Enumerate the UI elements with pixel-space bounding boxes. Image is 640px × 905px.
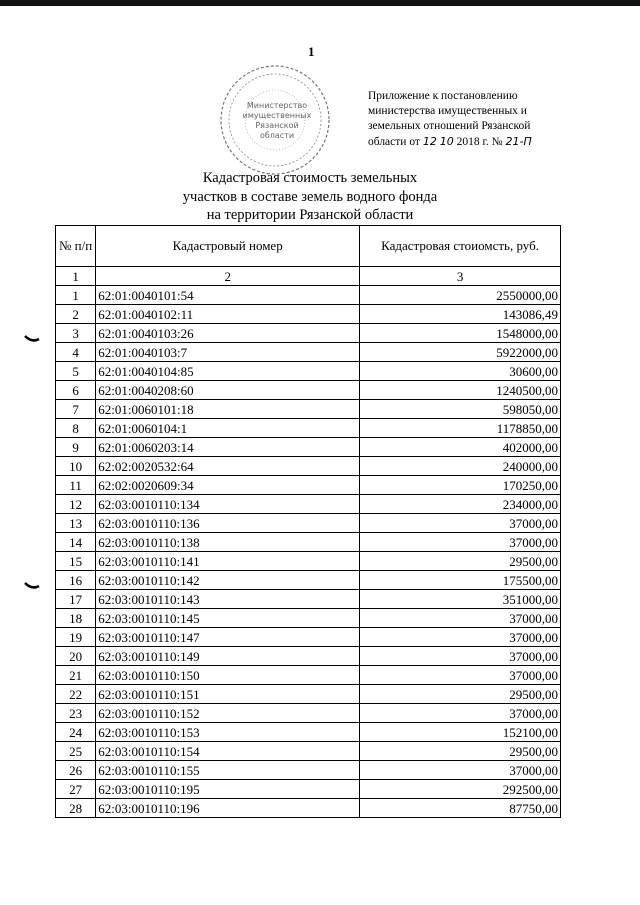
table-row	[56, 609, 561, 628]
row-index: 23	[56, 704, 96, 723]
row-cadastral-value: 30600,00	[360, 362, 561, 381]
row-cadastral-value: 37000,00	[360, 666, 561, 685]
row-index: 11	[56, 476, 96, 495]
col-num-3: 3	[360, 267, 561, 286]
row-cadastral-number: 62:01:0040103:26	[96, 324, 360, 343]
column-number-row	[56, 267, 561, 286]
row-index: 13	[56, 514, 96, 533]
row-cadastral-number: 62:01:0040103:7	[96, 343, 360, 362]
row-index: 18	[56, 609, 96, 628]
row-index: 20	[56, 647, 96, 666]
row-index: 17	[56, 590, 96, 609]
row-cadastral-number: 62:01:0040101:54	[96, 286, 360, 305]
row-cadastral-number: 62:03:0010110:141	[96, 552, 360, 571]
row-cadastral-value: 87750,00	[360, 799, 561, 818]
table-row	[56, 799, 561, 818]
official-seal	[215, 60, 335, 180]
row-cadastral-value: 37000,00	[360, 514, 561, 533]
header-index: № п/п	[56, 226, 96, 267]
row-index: 9	[56, 438, 96, 457]
row-cadastral-value: 37000,00	[360, 761, 561, 780]
row-cadastral-value: 143086,49	[360, 305, 561, 324]
table-row	[56, 476, 561, 495]
row-index: 21	[56, 666, 96, 685]
row-index: 15	[56, 552, 96, 571]
handwritten-month: 10	[439, 135, 454, 148]
row-cadastral-number: 62:01:0040102:11	[96, 305, 360, 324]
row-cadastral-number: 62:03:0010110:136	[96, 514, 360, 533]
row-cadastral-number: 62:03:0010110:154	[96, 742, 360, 761]
row-index: 7	[56, 400, 96, 419]
row-cadastral-number: 62:01:0040208:60	[96, 381, 360, 400]
col-num-2: 2	[96, 267, 360, 286]
row-cadastral-value: 292500,00	[360, 780, 561, 799]
seal-line-2: имущественных	[242, 111, 312, 120]
scan-top-edge	[0, 0, 640, 6]
row-index: 10	[56, 457, 96, 476]
table-row	[56, 400, 561, 419]
row-cadastral-value: 5922000,00	[360, 343, 561, 362]
row-cadastral-number: 62:01:0060101:18	[96, 400, 360, 419]
row-index: 5	[56, 362, 96, 381]
row-cadastral-value: 37000,00	[360, 647, 561, 666]
row-cadastral-number: 62:03:0010110:138	[96, 533, 360, 552]
appendix-line-3: земельных отношений Рязанской	[368, 120, 531, 132]
row-cadastral-number: 62:02:0020609:34	[96, 476, 360, 495]
appendix-date-prefix: области от	[368, 136, 420, 148]
row-cadastral-value: 170250,00	[360, 476, 561, 495]
title-line-3: на территории Рязанской области	[206, 207, 414, 223]
title-line-1: Кадастровая стоимость земельных	[202, 170, 418, 186]
row-cadastral-number: 62:01:0060203:14	[96, 438, 360, 457]
table-row	[56, 628, 561, 647]
table-row	[56, 381, 561, 400]
seal-line-4: области	[259, 131, 295, 140]
row-cadastral-value: 37000,00	[360, 609, 561, 628]
table-row	[56, 514, 561, 533]
document-title	[160, 169, 460, 225]
margin-mark	[24, 581, 40, 591]
table-row	[56, 343, 561, 362]
row-cadastral-number: 62:03:0010110:155	[96, 761, 360, 780]
table-row	[56, 742, 561, 761]
appendix-line-1: Приложение к постановлению	[368, 90, 518, 102]
row-cadastral-value: 175500,00	[360, 571, 561, 590]
table-row	[56, 647, 561, 666]
row-index: 12	[56, 495, 96, 514]
row-cadastral-value: 1178850,00	[360, 419, 561, 438]
appendix-year-number-label: 2018 г. №	[456, 136, 503, 148]
header-cadastral-value: Кадастровая стоиомсть, руб.	[360, 226, 561, 267]
table-row	[56, 305, 561, 324]
row-cadastral-value: 1240500,00	[360, 381, 561, 400]
table-row	[56, 324, 561, 343]
row-cadastral-value: 234000,00	[360, 495, 561, 514]
table-row	[56, 704, 561, 723]
row-cadastral-number: 62:01:0040104:85	[96, 362, 360, 381]
table-row	[56, 552, 561, 571]
row-cadastral-value: 152100,00	[360, 723, 561, 742]
table-row	[56, 590, 561, 609]
row-cadastral-value: 37000,00	[360, 628, 561, 647]
row-cadastral-number: 62:03:0010110:145	[96, 609, 360, 628]
row-index: 19	[56, 628, 96, 647]
row-cadastral-number: 62:02:0020532:64	[96, 457, 360, 476]
table-header-row	[56, 226, 561, 267]
row-index: 25	[56, 742, 96, 761]
row-cadastral-number: 62:03:0010110:196	[96, 799, 360, 818]
row-cadastral-value: 240000,00	[360, 457, 561, 476]
table-row	[56, 533, 561, 552]
header-cadastral-number: Кадастровый номер	[96, 226, 360, 267]
row-cadastral-number: 62:01:0060104:1	[96, 419, 360, 438]
row-index: 16	[56, 571, 96, 590]
table-row	[56, 666, 561, 685]
row-cadastral-number: 62:03:0010110:134	[96, 495, 360, 514]
row-index: 28	[56, 799, 96, 818]
table-row	[56, 571, 561, 590]
table-row	[56, 438, 561, 457]
row-index: 27	[56, 780, 96, 799]
table-row	[56, 457, 561, 476]
row-index: 14	[56, 533, 96, 552]
row-cadastral-value: 29500,00	[360, 552, 561, 571]
table-row	[56, 761, 561, 780]
row-index: 8	[56, 419, 96, 438]
row-cadastral-number: 62:03:0010110:153	[96, 723, 360, 742]
row-cadastral-value: 402000,00	[360, 438, 561, 457]
row-cadastral-number: 62:03:0010110:195	[96, 780, 360, 799]
row-cadastral-value: 2550000,00	[360, 286, 561, 305]
row-cadastral-number: 62:03:0010110:151	[96, 685, 360, 704]
row-cadastral-value: 37000,00	[360, 533, 561, 552]
row-cadastral-value: 29500,00	[360, 742, 561, 761]
row-index: 6	[56, 381, 96, 400]
margin-mark	[24, 334, 40, 344]
col-num-1: 1	[56, 267, 96, 286]
row-cadastral-number: 62:03:0010110:147	[96, 628, 360, 647]
appendix-note	[368, 89, 608, 150]
row-index: 1	[56, 286, 96, 305]
row-cadastral-number: 62:03:0010110:149	[96, 647, 360, 666]
row-index: 22	[56, 685, 96, 704]
row-cadastral-number: 62:03:0010110:150	[96, 666, 360, 685]
table-row	[56, 286, 561, 305]
title-line-2: участков в составе земель водного фонда	[182, 188, 438, 205]
handwritten-day: 12	[422, 135, 437, 148]
table-row	[56, 419, 561, 438]
table-row	[56, 362, 561, 381]
row-cadastral-value: 1548000,00	[360, 324, 561, 343]
page-number: 1	[308, 44, 315, 59]
appendix-line-2: министерства имущественных и	[368, 105, 527, 117]
row-cadastral-value: 29500,00	[360, 685, 561, 704]
table-row	[56, 685, 561, 704]
row-index: 4	[56, 343, 96, 362]
row-cadastral-value: 37000,00	[360, 704, 561, 723]
table-row	[56, 495, 561, 514]
row-index: 26	[56, 761, 96, 780]
row-cadastral-number: 62:03:0010110:143	[96, 590, 360, 609]
row-cadastral-number: 62:03:0010110:152	[96, 704, 360, 723]
row-cadastral-number: 62:03:0010110:142	[96, 571, 360, 590]
cadastral-table	[55, 225, 561, 818]
row-index: 2	[56, 305, 96, 324]
table-row	[56, 780, 561, 799]
table-row	[56, 723, 561, 742]
handwritten-doc-number: 21-П	[505, 135, 532, 148]
row-cadastral-value: 351000,00	[360, 590, 561, 609]
seal-line-3: Рязанской	[255, 121, 299, 130]
seal-line-1: Министерство	[246, 101, 308, 110]
row-index: 24	[56, 723, 96, 742]
row-cadastral-value: 598050,00	[360, 400, 561, 419]
appendix-line-4	[368, 134, 608, 150]
row-index: 3	[56, 324, 96, 343]
